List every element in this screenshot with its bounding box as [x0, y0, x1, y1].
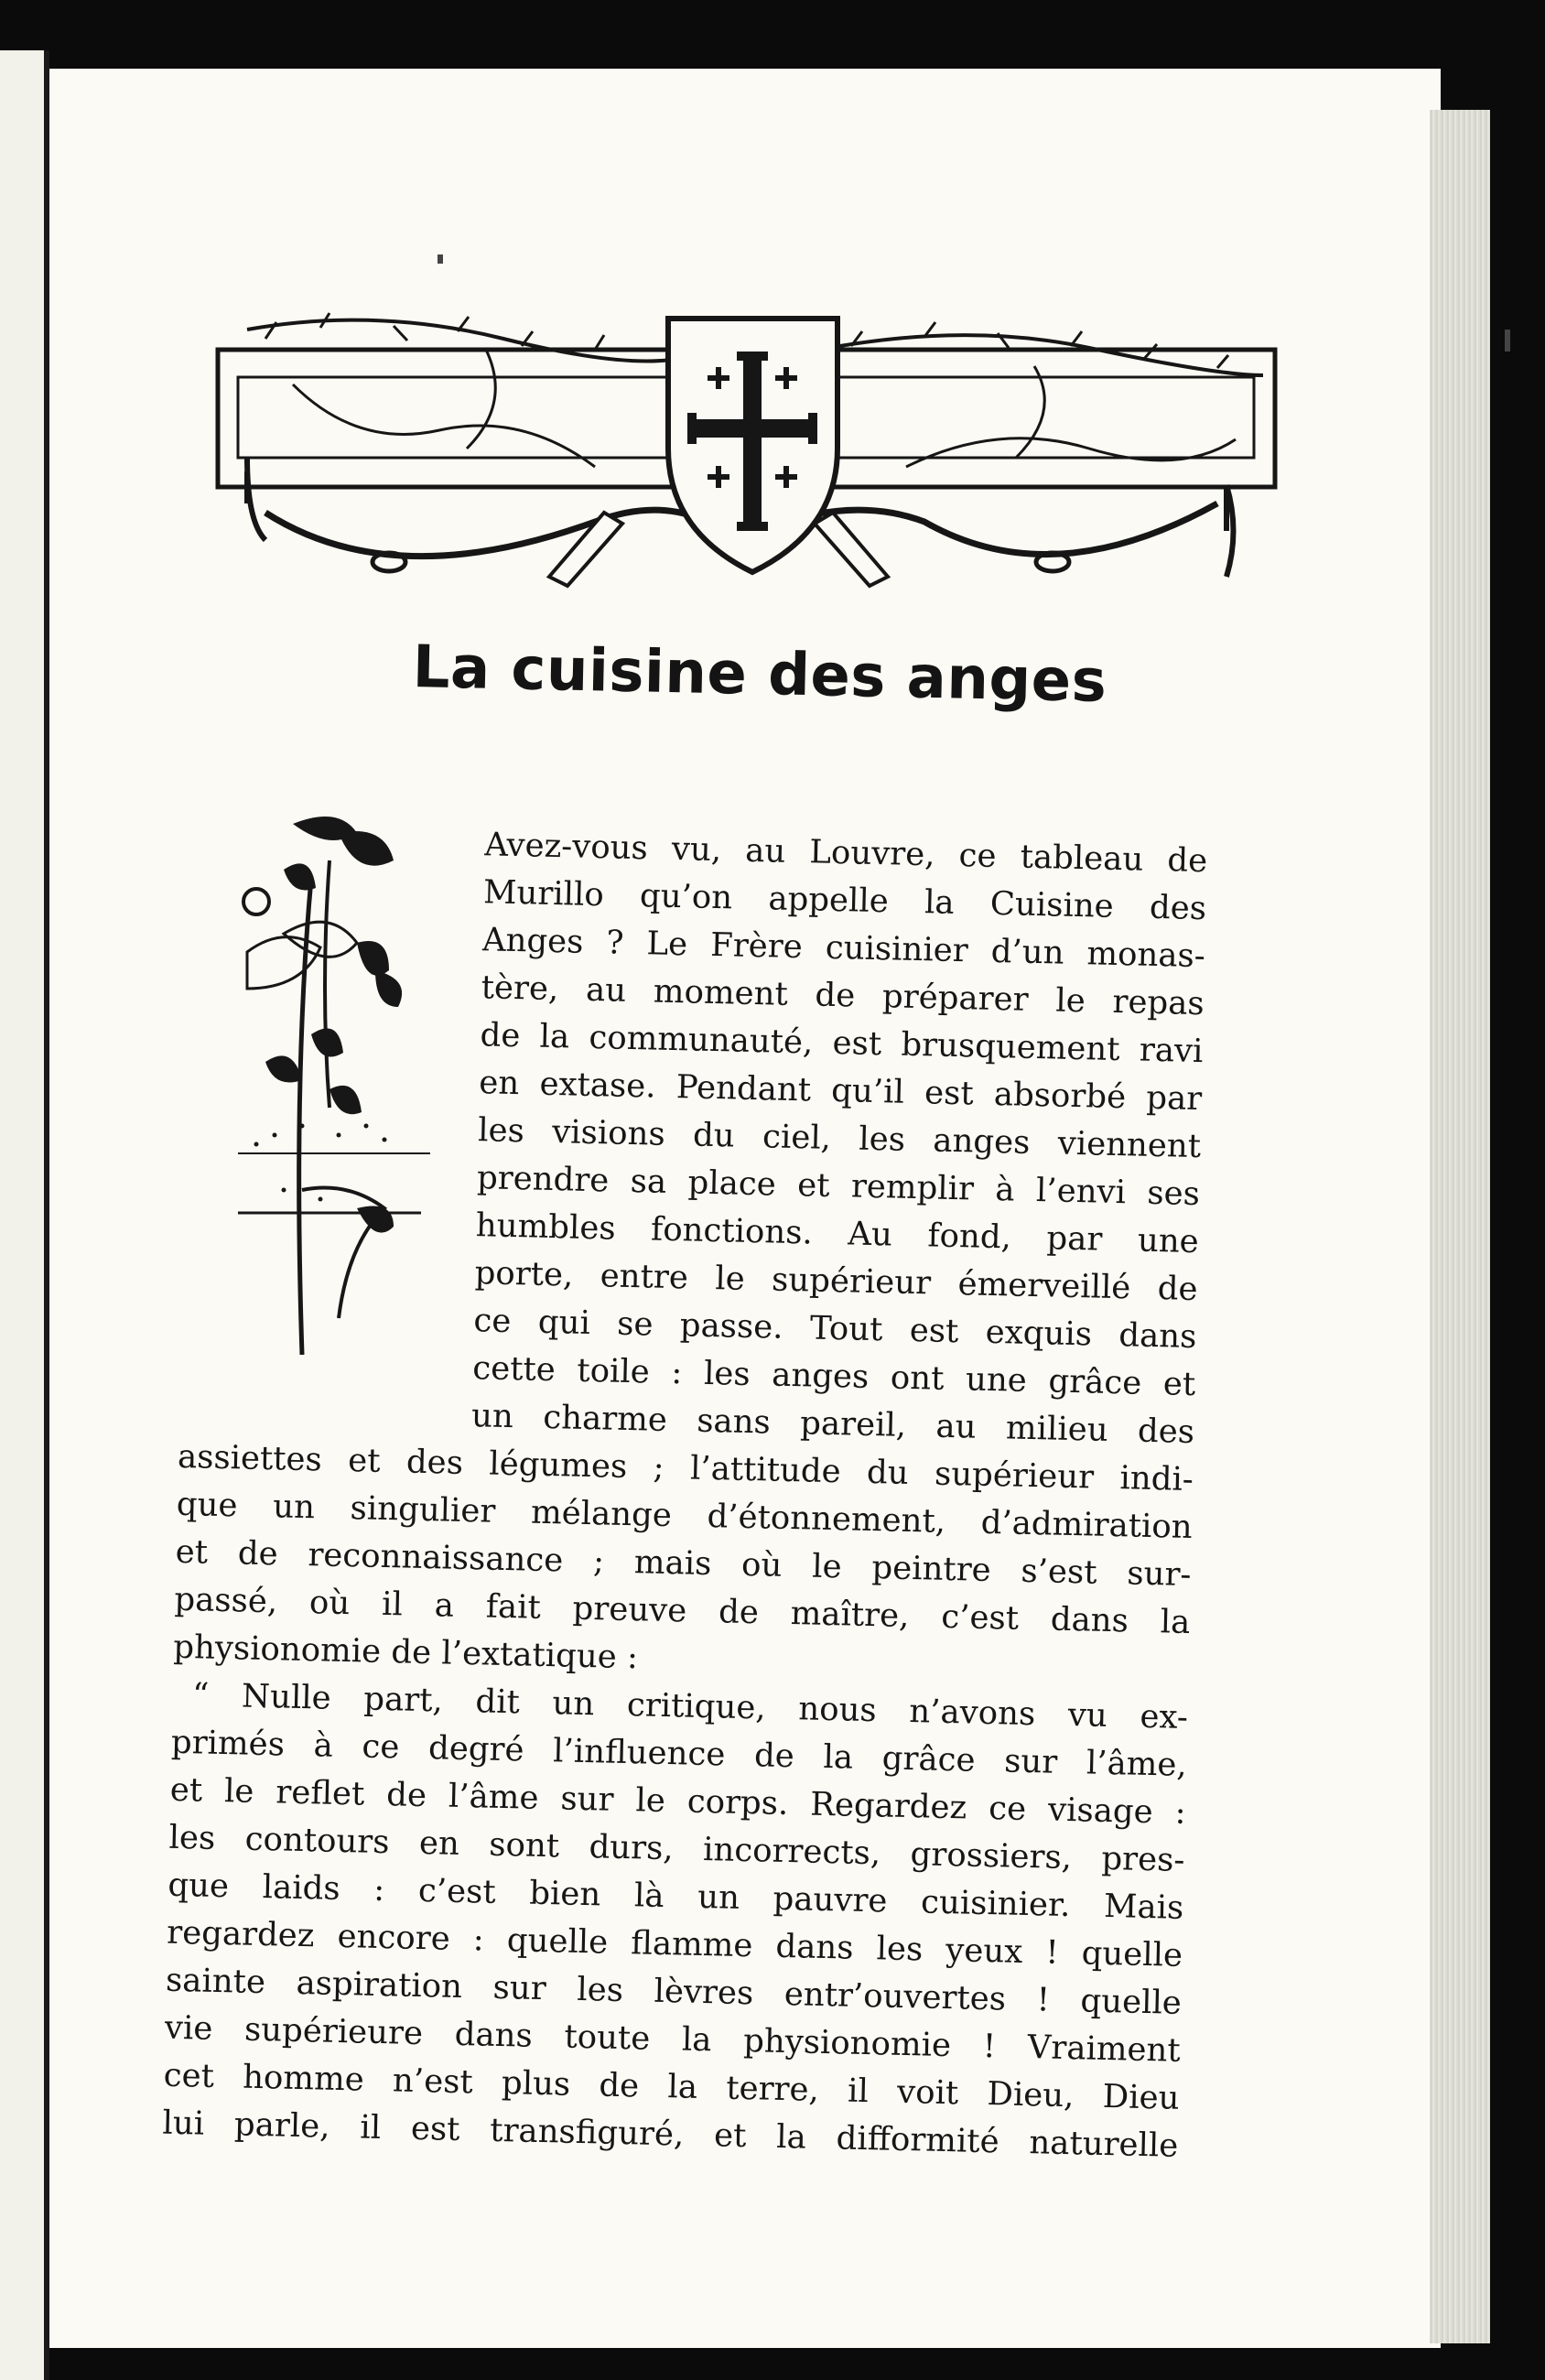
text-line: primés à ce degré l’influence de la grâce sur l’âme, — [170, 1723, 1188, 1784]
scan-speck — [438, 254, 443, 264]
text-line: prendre sa place et remplir à l’envi ses — [476, 1159, 1201, 1214]
text-line: assiettes et des légumes ; l’attitude du supérieur indi- — [177, 1437, 1194, 1498]
page-stack-edge — [1430, 110, 1490, 2343]
text-line: tère, au moment de préparer le repas — [481, 968, 1205, 1023]
text-line: Avez-vous vu, au Louvre, ce tableau de — [483, 826, 1208, 881]
text-line: cet homme n’est plus de la terre, il voit Dieu, Dieu — [163, 2056, 1180, 2117]
text-line: humbles fonctions. Au fond, par une — [475, 1206, 1200, 1261]
text-line: les visions du ciel, les anges viennent — [477, 1111, 1202, 1166]
scan-speck — [1505, 330, 1510, 352]
text-line: et le reflet de l’âme sur le corps. Regardez ce visage : — [169, 1770, 1187, 1832]
text-line: regardez encore : quelle flamme dans les yeux ! quelle — [166, 1913, 1183, 1974]
text-line: passé, où il a fait preuve de maître, c’est dans la — [174, 1580, 1191, 1641]
text-line: et de reconnaissance ; mais où le peintre s’est sur- — [175, 1532, 1192, 1594]
text-line: physionomie de l’extatique : — [172, 1628, 639, 1677]
text-line: de la communauté, est brusquement ravi — [480, 1016, 1204, 1071]
text-line: que laids : c’est bien là un pauvre cuisinier. Mais — [167, 1866, 1184, 1927]
text-line: porte, entre le supérieur émerveillé de — [474, 1254, 1198, 1309]
text-line: cette toile : les anges ont une grâce et — [471, 1349, 1196, 1404]
text-line: un charme sans pareil, au milieu des — [470, 1397, 1195, 1452]
text-line: Murillo qu’on appelle la Cuisine des — [482, 873, 1207, 928]
text-line: sainte aspiration sur les lèvres entr’ouvertes ! quelle — [165, 1961, 1183, 2022]
text-line: que un singulier mélange d’étonnement, d’admiration — [176, 1485, 1194, 1546]
text-line: Anges ? Le Frère cuisinier d’un monas- — [481, 921, 1206, 976]
left-page-edge — [0, 50, 49, 2380]
jerusalem-cross-shield-icon — [668, 319, 837, 572]
chapter-title: La cuisine des anges — [411, 633, 1108, 716]
text-line: vie supérieure dans toute la physionomie ! Vraiment — [164, 2008, 1182, 2070]
ornamental-banner — [211, 311, 1281, 604]
text-line: “ Nulle part, dit un critique, nous n’avons vu ex- — [191, 1676, 1189, 1736]
text-line: lui parle, il est transfiguré, et la difformité naturelle — [162, 2104, 1179, 2165]
text-line: en extase. Pendant qu’il est absorbé par — [478, 1064, 1203, 1119]
body-text — [162, 815, 1208, 2170]
text-line: les contours en sont durs, incorrects, grossiers, pres- — [168, 1818, 1185, 1879]
text-line: ce qui se passe. Tout est exquis dans — [473, 1302, 1197, 1357]
